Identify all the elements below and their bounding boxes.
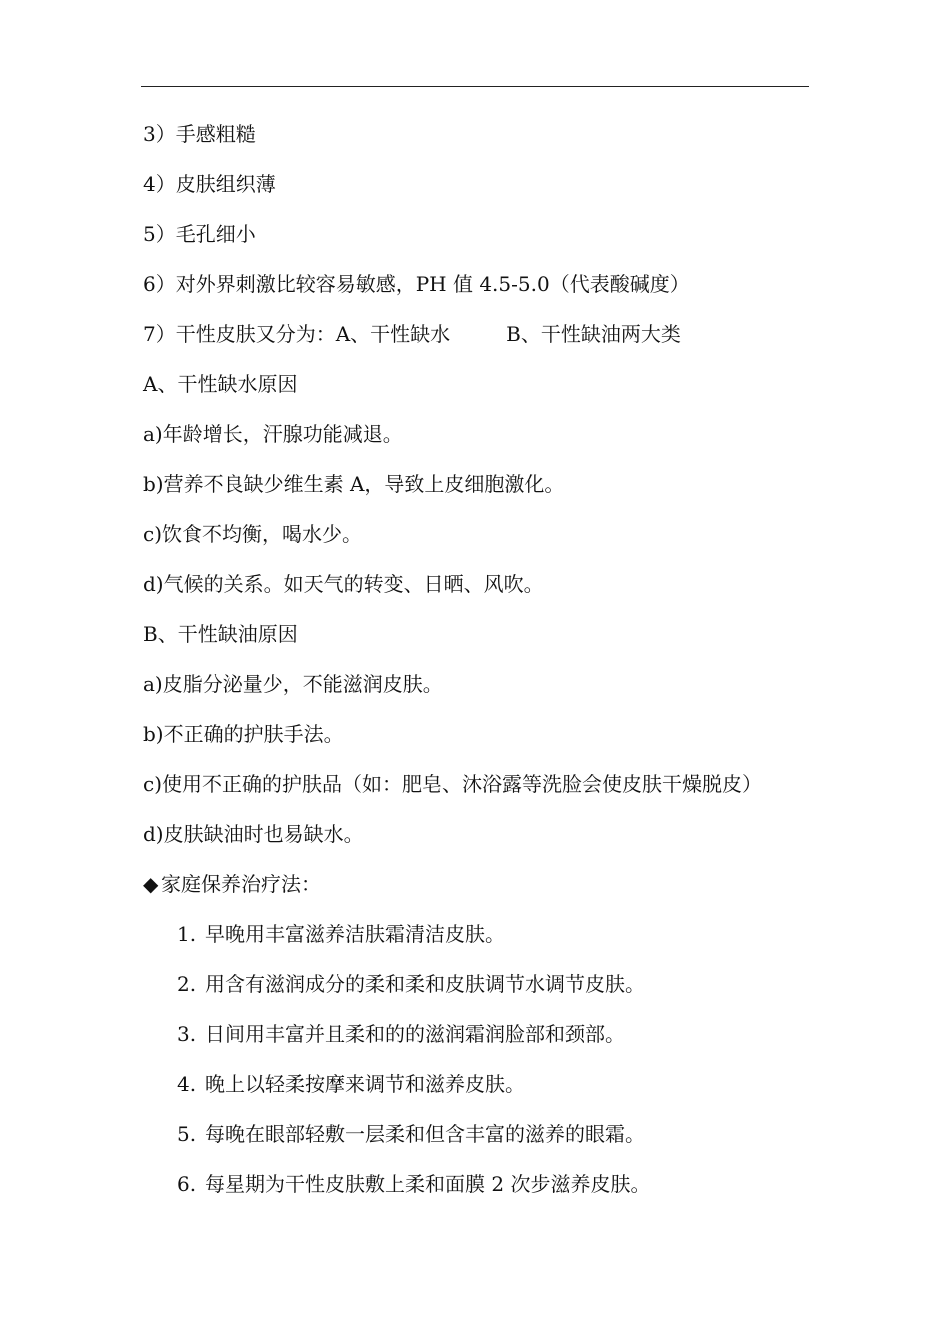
paragraph-line: 6）对外界刺激比较容易敏感，PH 值 4.5-5.0（代表酸碱度）: [143, 272, 690, 296]
step-text: 早晚用丰富滋养洁肤霜清洁皮肤。: [205, 922, 505, 946]
document-body: [143, 116, 823, 1216]
step-number: 3.: [177, 1022, 197, 1046]
paragraph-line: 5）毛孔细小: [143, 222, 256, 246]
step-text: 日间用丰富并且柔和的的滋润霜润脸部和颈部。: [205, 1022, 625, 1046]
step-text: 用含有滋润成分的柔和柔和皮肤调节水调节皮肤。: [205, 972, 645, 996]
care-step: [143, 1066, 823, 1116]
paragraph-line: 4）皮肤组织薄: [143, 172, 276, 196]
section-a-item: d)气候的关系。如天气的转变、日晒、风吹。: [143, 572, 544, 596]
care-step: [143, 966, 823, 1016]
step-number: 6.: [177, 1172, 197, 1196]
skin-types-tail: B、干性缺油两大类: [506, 322, 681, 346]
care-step: [143, 916, 823, 966]
header-rule: [141, 86, 809, 87]
diamond-bullet-icon: ◆: [143, 872, 159, 896]
care-heading: 家庭保养治疗法：: [161, 872, 321, 896]
section-b-item: a)皮脂分泌量少，不能滋润皮肤。: [143, 672, 443, 696]
section-b-heading: B、干性缺油原因: [143, 622, 298, 646]
section-b-item: d)皮肤缺油时也易缺水。: [143, 822, 364, 846]
section-b-item: c)使用不正确的护肤品（如：肥皂、沐浴露等洗脸会使皮肤干燥脱皮）: [143, 772, 763, 796]
step-number: 1.: [177, 922, 197, 946]
skin-types-line: [143, 316, 823, 366]
paragraph-line: 3）手感粗糙: [143, 122, 256, 146]
section-a-heading: A、干性缺水原因: [143, 372, 298, 396]
section-b-item: b)不正确的护肤手法。: [143, 722, 344, 746]
skin-types-lead: 7）干性皮肤又分为：A、干性缺水: [143, 322, 451, 346]
section-a-item: b)营养不良缺少维生素 A，导致上皮细胞激化。: [143, 472, 565, 496]
step-text: 每星期为干性皮肤敷上柔和面膜 2 次步滋养皮肤。: [205, 1172, 651, 1196]
step-number: 2.: [177, 972, 197, 996]
care-step: [143, 1016, 823, 1066]
step-number: 5.: [177, 1122, 197, 1146]
care-heading-line: [143, 866, 823, 916]
step-text: 晚上以轻柔按摩来调节和滋养皮肤。: [205, 1072, 525, 1096]
step-text: 每晚在眼部轻敷一层柔和但含丰富的滋养的眼霜。: [205, 1122, 645, 1146]
section-a-item: c)饮食不均衡，喝水少。: [143, 522, 363, 546]
step-number: 4.: [177, 1072, 197, 1096]
section-a-item: a)年龄增长，汗腺功能减退。: [143, 422, 403, 446]
care-step: [143, 1116, 823, 1166]
care-step: [143, 1166, 823, 1216]
